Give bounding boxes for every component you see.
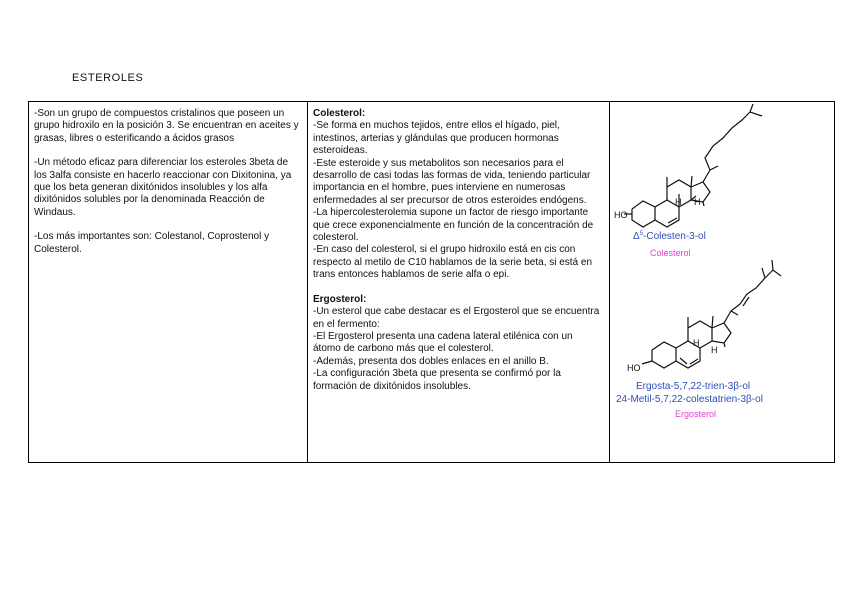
ergosterol-h-label: H: [711, 345, 718, 355]
ergosterol-line: -La configuración 3beta que presenta se confirmó por la formación de dixitónidos insolubles.: [313, 368, 561, 392]
ergosterol-ho-label: HO: [627, 363, 641, 373]
ergosterol-h-label: H: [693, 338, 700, 348]
delta-symbol: Δ: [633, 231, 640, 242]
colesterol-iupac: -Colesten-3-ol: [643, 231, 706, 242]
page-title: ESTEROLES: [72, 72, 144, 84]
sterols-table: [28, 101, 835, 463]
colesterol-section: [313, 108, 603, 282]
ergosterol-common-name: Ergosterol: [675, 409, 717, 419]
ergosterol-line: -Además, presenta dos dobles enlaces en el anillo B.: [313, 355, 549, 367]
ergosterol-line: -Un esterol que cabe destacar es el Ergosterol que se encuentra en el fermento:: [313, 306, 600, 330]
details-cell: [308, 102, 610, 463]
ergosterol-iupac-1: Ergosta-5,7,22-trien-3β-ol: [636, 381, 751, 392]
colesterol-heading: Colesterol:: [313, 108, 366, 119]
paragraph-definition: -Son un grupo de compuestos cristalinos que poseen un grupo hidroxilo en la posición 3. Se encuentran en aceites y grasas, libres o esterificando a ácidos grasos: [34, 108, 299, 144]
colesterol-name: [633, 231, 706, 242]
paragraph-windaus-method: -Un método eficaz para diferenciar los esteroles 3beta de los 3alfa consiste en hacerlo reaccionar con Dixitonina, ya que los beta generan dixitónidos insolubles y los alfa dixitónidos solubles por la denominada Reacción de Windaus.: [34, 157, 292, 218]
colesterol-h-label: H: [675, 197, 682, 207]
general-description-cell: [29, 102, 308, 463]
colesterol-line: -Se forma en muchos tejidos, entre ellos el hígado, piel, intestinos, arterias y glándulas que producen hormonas esteroideas.: [313, 120, 560, 157]
paragraph-most-important: -Los más importantes son: Colestanol, Coprostenol y Colesterol.: [34, 231, 270, 255]
chemical-structures: [610, 102, 825, 462]
ergosterol-line: -El Ergosterol presenta una cadena lateral etilénica con un átomo de carbono más que el colesterol.: [313, 330, 573, 355]
colesterol-ho-label: HO: [614, 210, 628, 220]
delta-superscript: 5: [639, 231, 644, 237]
structures-cell: [610, 102, 835, 463]
colesterol-common-name: Colesterol: [650, 248, 691, 258]
colesterol-h-label: H: [694, 197, 701, 207]
table-row: [29, 102, 835, 463]
ergosterol-iupac-2: 24-Metil-5,7,22-colestatrien-3β-ol: [616, 394, 763, 405]
ergosterol-heading: Ergosterol:: [313, 293, 367, 305]
colesterol-line: -La hipercolesterolemia supone un factor de riesgo importante que crece exponencialmente en función de la concentración de colesterol.: [313, 207, 594, 244]
colesterol-line: -Este esteroide y sus metabolitos son necesarios para el desarrollo de casi todas las formas de vida, teniendo particular importancia en el hombre, pues interviene en numerosas enfermedades al ser precursor de otros esteroides endógens.: [313, 157, 591, 206]
colesterol-structure: [624, 104, 762, 227]
colesterol-line: -En caso del colesterol, si el grupo hidroxilo está en cis con respecto al metilo de C10 hablamos de la serie beta, si está en trans entonces hablamos de serie alfa o epi.: [313, 244, 593, 281]
ergosterol-section: [313, 294, 603, 393]
